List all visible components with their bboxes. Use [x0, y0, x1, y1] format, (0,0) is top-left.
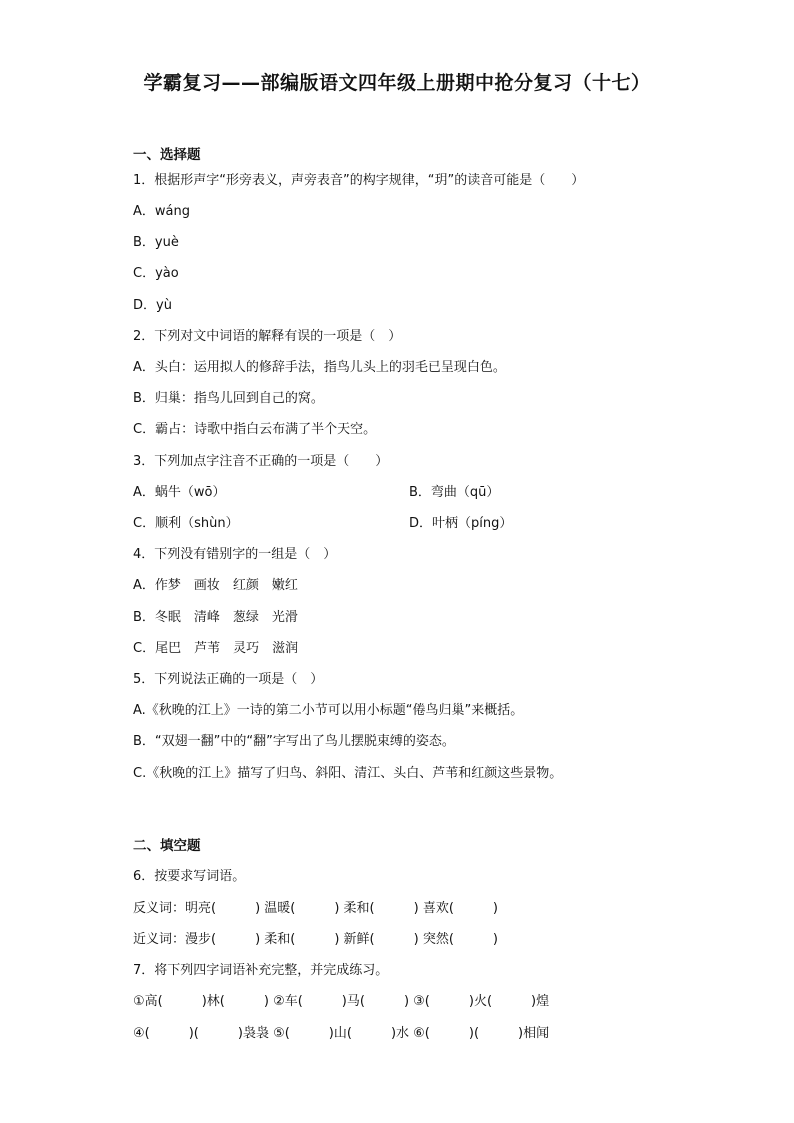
question-3-option-c: C．顺利（shùn）	[133, 516, 239, 531]
question-3-option-d: D．叶柄（píng）	[409, 516, 513, 531]
question-1-option-c: C．yào	[133, 266, 179, 281]
question-3-option-b: B．弯曲（qū）	[409, 485, 500, 500]
question-1-stem: 1．根据形声字“形旁表义，声旁表音”的构字规律，“玥”的读音可能是（ ）	[133, 173, 585, 188]
section-heading-choice: 一、选择题	[133, 147, 201, 163]
question-3-option-a: A．蜗牛（wō）	[133, 485, 226, 500]
question-4-stem: 4．下列没有错别字的一组是（ ）	[133, 547, 337, 562]
question-5-stem: 5．下列说法正确的一项是（ ）	[133, 672, 324, 687]
question-2-stem: 2．下列对文中词语的解释有误的一项是（ ）	[133, 329, 402, 344]
question-4-option-a: A．作梦 画妆 红颜 嫩红	[133, 578, 298, 593]
question-4-option-b: B．冬眠 清峰 葱绿 光滑	[133, 610, 298, 625]
question-7-stem: 7．将下列四字词语补充完整，并完成练习。	[133, 963, 389, 978]
question-6-antonyms: 反义词：明亮( ) 温暖( ) 柔和( ) 喜欢( )	[133, 901, 498, 916]
question-2-option-b: B．归巢：指鸟儿回到自己的窝。	[133, 391, 324, 406]
question-1-option-b: B．yuè	[133, 235, 179, 250]
page-title: 学霸复习——部编版语文四年级上册期中抢分复习（十七）	[143, 72, 651, 94]
question-6-stem: 6．按要求写词语。	[133, 869, 246, 884]
question-3-stem: 3．下列加点字注音不正确的一项是（ ）	[133, 454, 389, 469]
question-1-option-d: D．yù	[133, 298, 172, 313]
question-4-option-c: C．尾巴 芦苇 灵巧 滋润	[133, 641, 299, 656]
question-5-option-c: C.《秋晚的江上》描写了归鸟、斜阳、清江、头白、芦苇和红颜这些景物。	[133, 766, 563, 781]
question-5-option-b: B．“双翅一翻”中的“翻”字写出了鸟儿摆脱束缚的姿态。	[133, 734, 455, 749]
question-2-option-c: C．霸占：诗歌中指白云布满了半个天空。	[133, 422, 377, 437]
question-2-option-a: A．头白：运用拟人的修辞手法，指鸟儿头上的羽毛已呈现白色。	[133, 360, 506, 375]
question-7-line-2: ④( )( )袅袅 ⑤( )山( )水 ⑥( )( )相闻	[133, 1026, 550, 1041]
question-7-line-1: ①高( )林( ) ②车( )马( ) ③( )火( )煌	[133, 994, 550, 1009]
question-5-option-a: A.《秋晚的江上》一诗的第二小节可以用小标题“倦鸟归巢”来概括。	[133, 703, 524, 718]
section-heading-fill: 二、填空题	[133, 838, 201, 854]
question-1-option-a: A．wáng	[133, 204, 190, 219]
question-6-synonyms: 近义词：漫步( ) 柔和( ) 新鲜( ) 突然( )	[133, 932, 498, 947]
